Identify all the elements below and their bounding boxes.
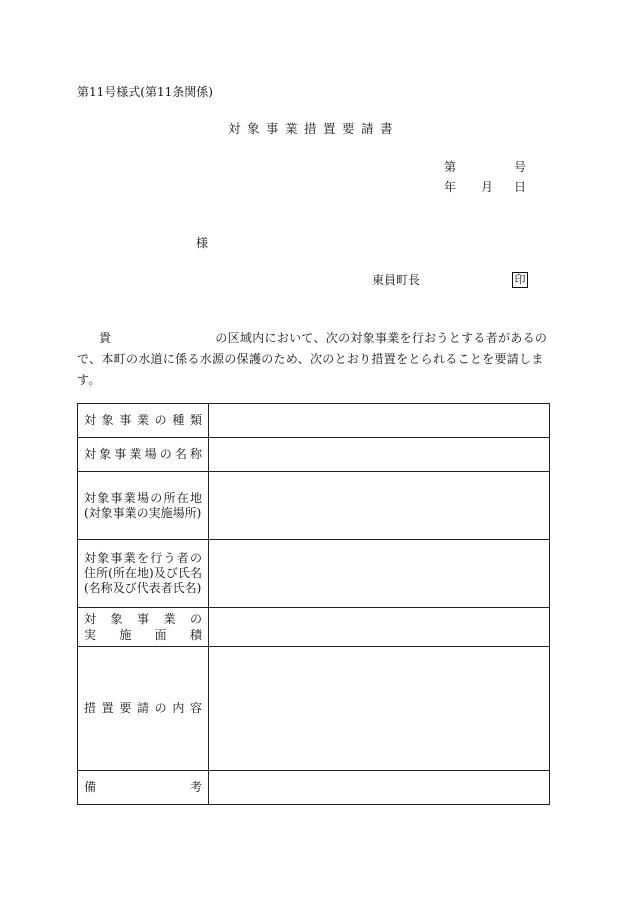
table-row (78, 404, 550, 438)
body-text-start: 貴 (99, 331, 112, 345)
date-year-label: 年 (444, 180, 457, 194)
document-number-suffix: 号 (514, 160, 527, 174)
date-month-label: 月 (481, 180, 494, 194)
row-label-line: 対象事業の (84, 612, 202, 626)
form-code: 第11号様式(第11条関係) (77, 85, 213, 99)
issuer-title: 東員町長 (372, 273, 421, 287)
table-row (78, 771, 550, 805)
row-label-business-type: 対象事業の種類 (78, 404, 209, 438)
row-label-remarks: 備考 (78, 771, 209, 805)
table-row (78, 438, 550, 472)
row-label-facility-location: 対象事業場の所在地(対象事業の実施場所) (78, 472, 209, 540)
seal-mark: 印 (512, 272, 528, 288)
row-value-remarks[interactable] (209, 771, 550, 805)
row-label-line: 実施面積 (84, 628, 202, 642)
row-label-requested-measures: 措置要請の内容 (78, 647, 209, 771)
row-label-implementation-area (78, 608, 209, 647)
addressee-honorific: 様 (196, 236, 209, 250)
table-row (78, 472, 550, 540)
table-row (78, 608, 550, 647)
date-day-label: 日 (514, 180, 527, 194)
row-value-requested-measures[interactable] (209, 647, 550, 771)
row-value-implementation-area[interactable] (209, 608, 550, 647)
document-title: 対象事業措置要請書 (228, 121, 400, 136)
row-value-operator-address-name[interactable] (209, 540, 550, 608)
document-number-prefix: 第 (444, 160, 457, 174)
row-label-operator-address-name: 対象事業を行う者の住所(所在地)及び氏名(名称及び代表者氏名) (78, 540, 209, 608)
request-body-text (77, 328, 553, 391)
table-row (78, 647, 550, 771)
body-text-rest: の区域内において、次の対象事業を行おうとする者があるので、本町の水道に係る水源の保護のため、次のとおり措置をとられることを要請します。 (77, 331, 548, 387)
row-value-business-type[interactable] (209, 404, 550, 438)
row-value-facility-location[interactable] (209, 472, 550, 540)
row-value-facility-name[interactable] (209, 438, 550, 472)
request-details-table (77, 403, 550, 805)
table-row (78, 540, 550, 608)
row-label-facility-name: 対象事業場の名称 (78, 438, 209, 472)
